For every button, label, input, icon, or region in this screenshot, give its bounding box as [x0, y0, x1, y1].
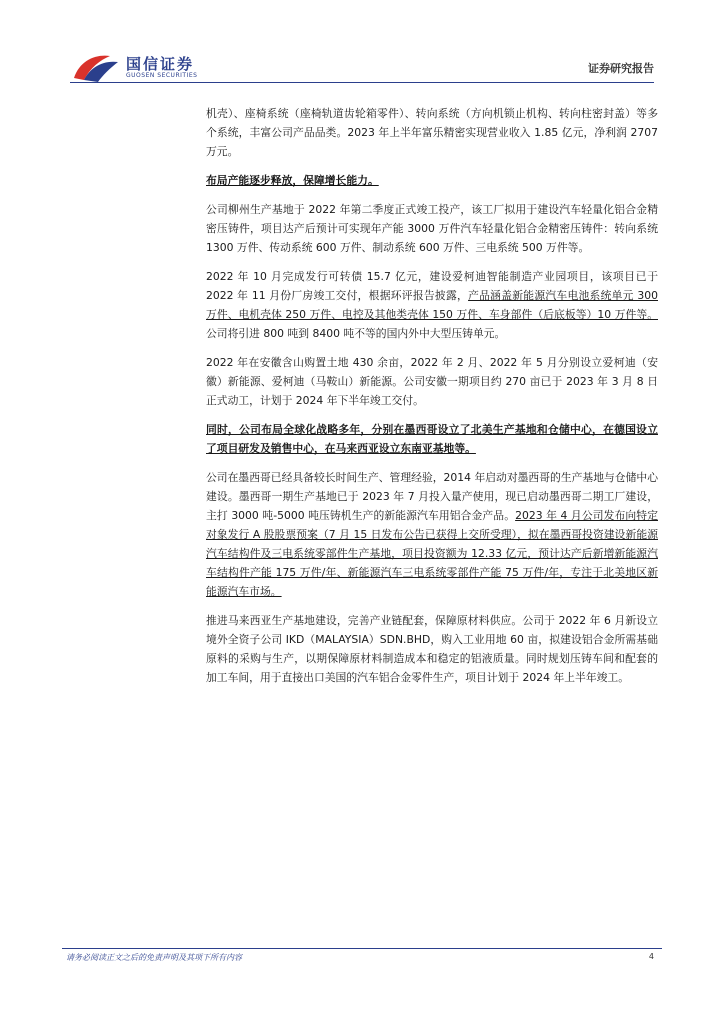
page-header: [0, 0, 724, 88]
paragraph-text: 公司在墨西哥已经具备较长时间生产、管理经验，2014 年启动对墨西哥的生产基地与仓储中心建设。墨西哥一期生产基地已于 2023 年 7 月投入量产使用，现已启动墨西哥二期工厂建设，主打 3000 吨-5000 吨压铸机生产的新能源汽车用铝合金产品。: [206, 471, 658, 522]
paragraph-mexico: [206, 468, 658, 601]
logo-text-cn: 国信证券: [126, 55, 195, 73]
paragraph-liuzhou: 公司柳州生产基地于 2022 年第二季度正式竣工投产，该工厂拟用于建设汽车轻量化铝合金精密压铸件，项目达产后预计可实现年产能 3000 万件汽车轻量化铝合金精密压铸件：转向系统 1300 万件、传动系统 600 万件、制动系统 600 万件、三电系统 500 万件等。: [206, 203, 658, 254]
page-number: 4: [648, 952, 654, 961]
paragraph-malaysia: 推进马来西亚生产基地建设，完善产业链配套，保障原材料供应。公司于 2022 年 6 月新设立境外全资子公司 IKD（MALAYSIA）SDN.BHD，购入工业用地 60 亩，拟建设铝合金所需基础原料的采购与生产，以期保障原材料制造成本和稳定的铝液质量。同时规划压铸车间和配套的加工车间，用于直接出口美国的汽车铝合金零件生产，项目计划于 2024 年上半年竣工。: [206, 614, 658, 684]
paragraph-global-strategy: 同时，公司布局全球化战略多年，分别在墨西哥设立了北美生产基地和仓储中心，在德国设立了项目研发及销售中心，在马来西亚设立东南亚基地等。: [206, 423, 658, 455]
paragraph-convertible-bond: [206, 267, 658, 343]
section-heading: 布局产能逐步释放，保障增长能力。: [206, 174, 379, 187]
logo-text-en: GUOSEN SECURITIES: [126, 72, 198, 79]
footer-disclaimer: 请务必阅读正文之后的免责声明及其项下所有内容: [66, 953, 242, 962]
paragraph-1: 机壳）、座椅系统（座椅轨道齿轮箱零件）、转向系统（方向机锁止机构、转向柱密封盖）等多个系统，丰富公司产品品类。2023 年上半年富乐精密实现营业收入 1.85 亿元，净利润 2707 万元。: [206, 107, 658, 158]
company-logo: [70, 50, 210, 84]
paragraph-anhui: 2022 年在安徽含山购置土地 430 余亩，2022 年 2 月、2022 年 5 月分别设立爱柯迪（安徽）新能源、爱柯迪（马鞍山）新能源。公司安徽一期项目约 270 亩已于 2023 年 3 月 8 日正式动工，计划于 2024 年下半年竣工交付。: [206, 356, 658, 407]
guosen-logo-icon: [70, 50, 124, 84]
paragraph-text: 公司将引进 800 吨到 8400 吨不等的国内外中大型压铸单元。: [206, 327, 506, 340]
underlined-text: 2023 年 4 月公司发布向特定对象发行 A 股股票预案（7 月 15 日发布公告已获得上交所受理），拟在墨西哥投资建设新能源汽车结构件及三电系统零部件生产基地，项目投资额为 12.33 亿元，预计达产后新增新能源汽车结构件产能 175 万件/年、新能源汽车三电系统零部件产能 75 万件/年，专注于北美地区新能源汽车市场。: [206, 509, 658, 598]
footer-divider: [62, 948, 662, 949]
report-body: [206, 104, 658, 697]
report-type-label: 证券研究报告: [588, 62, 654, 75]
header-divider: [70, 82, 654, 83]
underlined-text: 产品涵盖新能源汽车电池系统单元 300 万件、电机壳体 250 万件、电控及其他类壳体 150 万件、车身部件（后底板等）10 万件等。: [206, 289, 658, 321]
paragraph-text: 2022 年 10 月完成发行可转债 15.7 亿元，建设爱柯迪智能制造产业园项目，该项目已于 2022 年 11 月份厂房竣工交付，根据环评报告披露，: [206, 270, 658, 302]
